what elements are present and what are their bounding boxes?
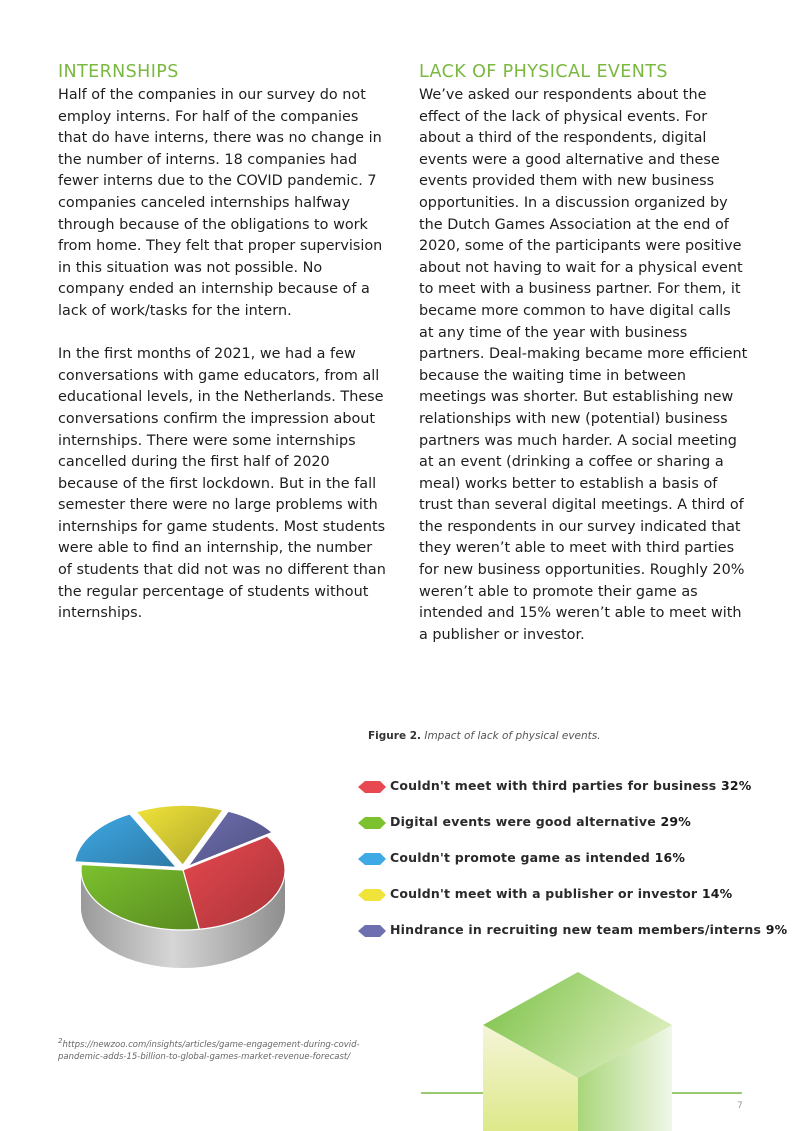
legend-value-promote-game: 16% [654,850,686,865]
legend-value-third-parties: 32% [720,778,752,793]
legend-label-recruiting: Hindrance in recruiting new team members/interns 9% [390,922,788,937]
legend-value-publisher-investor: 14% [701,886,733,901]
internships-paragraph-1: Half of the companies in our survey do not employ interns. For half of the companies that do have interns, there was no change in the number of interns. 18 companies had fewer interns due to the COVID pandemic. 7 companies canceled internships halfway through because of the obligations to work from home. They felt that proper supervision in this situation was not possible. No company ended an internship because of a lack of work/tasks for the intern. [58,87,383,319]
internships-section [58,60,388,625]
legend-label-third-parties: Couldn't meet with third parties for business 32% [390,778,752,793]
footnote-link[interactable]: https://newzoo.com/insights/articles/game-engagement-during-covid-pandemic-adds-15-billion-to-global-games-market-revenue-forecast/ [58,1039,360,1062]
legend-marker-promote-game [356,851,386,867]
physical-events-paragraph: We’ve asked our respondents about the effect of the lack of physical events. For about a third of the respondents, digital events were a good alternative and these events provided them with new business opportunities. In a discussion organized by the Dutch Games Association at the end of 2020, some of the participants were positive about not having to wait for a physical event to meet with a business partner. For them, it became more common to have digital calls at any time of the year with business partners. Deal-making became more efficient because the waiting time in between meetings was shorter. But establishing new relationships with new (potential) business partners was much harder. A social meeting at an event (drinking a coffee or sharing a meal) works better to establish a basis of trust than several digital meetings. A third of the respondents in our survey indicated that they weren’t able to meet with third parties for new business opportunities. Roughly 20% weren’t able to promote their game as intended and 15% weren’t able to meet with a publisher or investor. [419,87,748,643]
internships-paragraph-2: In the first months of 2021, we had a few conversations with game educators, from all educational levels, in the Netherlands. These conversations confirm the impression about internships. There were some internships cancelled during the first half of 2020 because of the first lockdown. But in the fall semester there were no large problems with internships for game students. Most students were able to find an internship, the number of students that did not was no different than the regular percentage of students without internships. [58,346,386,622]
pie-chart [70,765,300,980]
figure-label: Figure 2. [368,730,422,742]
legend-label-promote-game: Couldn't promote game as intended 16% [390,850,686,865]
legend-marker-digital-events [356,815,386,831]
legend-marker-recruiting [356,923,386,939]
legend-value-digital-events: 29% [660,814,691,829]
figure-caption [368,730,601,742]
figure-description: Impact of lack of physical events. [424,730,601,742]
physical-events-section [419,60,749,646]
legend-marker-third-parties [356,779,386,795]
footnote [58,1035,388,1063]
page-number: 7 [737,1101,743,1111]
internships-heading: INTERNSHIPS [58,62,179,82]
legend-label-publisher-investor: Couldn't meet with a publisher or investor 14% [390,886,733,901]
physical-events-heading: LACK OF PHYSICAL EVENTS [419,62,668,82]
footnote-marker: 2 [58,1036,63,1045]
legend-value-recruiting: 9% [765,922,788,937]
legend-label-digital-events: Digital events were good alternative 29% [390,814,691,829]
legend-marker-publisher-investor [356,887,386,903]
